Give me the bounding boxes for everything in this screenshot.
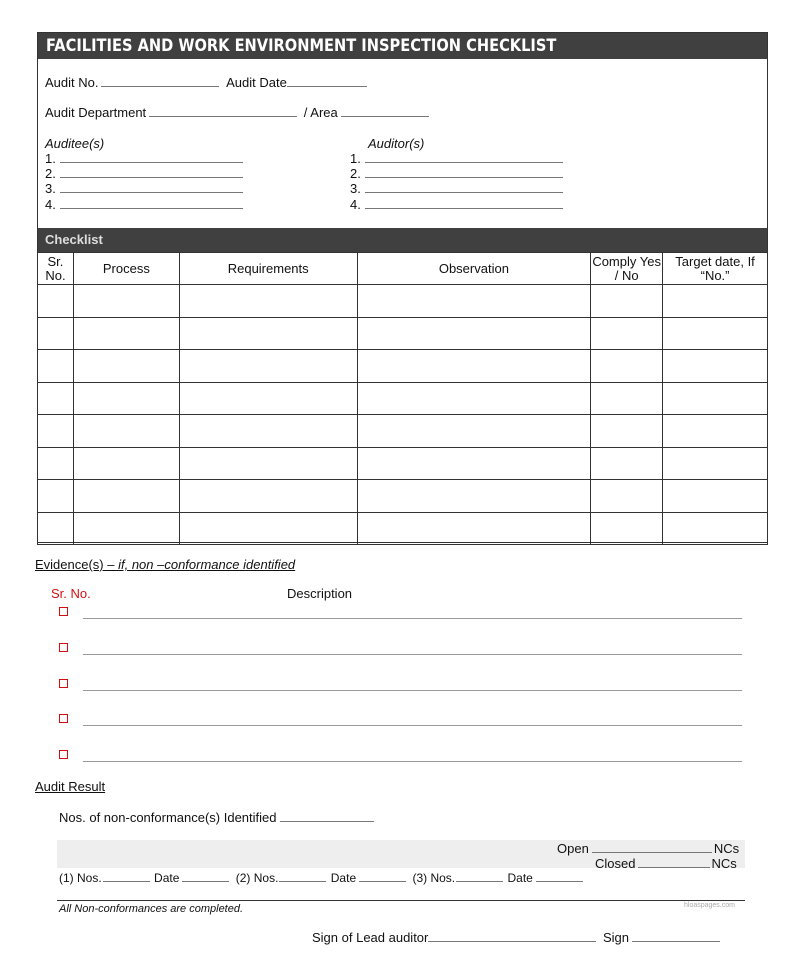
audit-no-field[interactable] <box>45 75 367 90</box>
checklist-heading: Checklist <box>38 228 767 252</box>
observation-cell[interactable] <box>357 285 591 318</box>
completion-divider <box>57 900 745 901</box>
lead-auditor-sign-field[interactable]: Sign of Lead auditor Sign <box>312 930 720 945</box>
requirements-cell[interactable] <box>179 382 357 415</box>
target-date-cell[interactable] <box>663 480 768 513</box>
table-row <box>38 415 768 448</box>
audit-department-field[interactable] <box>45 105 429 120</box>
evidence-description-label: Description <box>287 586 353 601</box>
evidence-checkbox-5[interactable] <box>59 750 68 759</box>
target-date-cell[interactable] <box>663 415 768 448</box>
sr-no-cell[interactable] <box>38 350 74 383</box>
process-cell[interactable] <box>73 447 179 480</box>
sr-no-cell[interactable] <box>38 415 74 448</box>
table-row <box>38 317 768 350</box>
evidence-description-line-4[interactable] <box>83 725 742 726</box>
evidence-description-line-1[interactable] <box>83 618 742 619</box>
col-comply: Comply Yes / No <box>592 253 661 283</box>
target-date-cell[interactable] <box>663 447 768 480</box>
sr-no-cell[interactable] <box>38 447 74 480</box>
comply-cell[interactable] <box>591 415 663 448</box>
auditors-label: Auditor(s) <box>368 136 425 151</box>
process-cell[interactable] <box>73 317 179 350</box>
col-process: Process <box>73 253 179 285</box>
observation-cell[interactable] <box>357 350 591 383</box>
completion-note: All Non-conformances are completed. <box>59 903 244 915</box>
process-cell[interactable] <box>73 350 179 383</box>
auditees-label: Auditee(s) <box>45 136 105 151</box>
evidence-heading: Evidence(s) – if, non –conformance identified <box>35 557 296 572</box>
auditee-line-1[interactable]: 1. <box>45 151 243 166</box>
comply-cell[interactable] <box>591 382 663 415</box>
target-date-cell[interactable] <box>663 350 768 383</box>
target-date-cell[interactable] <box>663 317 768 350</box>
auditor-line-4[interactable]: 4. <box>350 197 563 212</box>
col-target-date: Target date, If “No.” <box>663 253 768 285</box>
evidence-checkbox-2[interactable] <box>59 643 68 652</box>
closed-ncs-field[interactable]: Closed NCs <box>595 856 737 871</box>
auditor-line-2[interactable]: 2. <box>350 166 563 181</box>
process-cell[interactable] <box>73 415 179 448</box>
checklist-header-row <box>38 253 768 285</box>
area-label: / Area <box>303 105 338 120</box>
observation-cell[interactable] <box>357 382 591 415</box>
comply-cell[interactable] <box>591 480 663 513</box>
table-row <box>38 350 768 383</box>
watermark: hloaspages.com <box>684 902 735 909</box>
sr-no-cell[interactable] <box>38 480 74 513</box>
nc-closure-dates[interactable]: (1) Nos. Date (2) Nos. Date (3) Nos. Date <box>59 871 583 885</box>
observation-cell[interactable] <box>357 415 591 448</box>
audit-date-label: Audit Date <box>226 75 287 90</box>
requirements-cell[interactable] <box>179 415 357 448</box>
auditee-line-4[interactable]: 4. <box>45 197 243 212</box>
table-row <box>38 382 768 415</box>
table-row <box>38 480 768 513</box>
auditee-line-2[interactable]: 2. <box>45 166 243 181</box>
col-sr-no: Sr. No. <box>38 253 74 285</box>
checklist-table <box>37 252 768 545</box>
requirements-cell[interactable] <box>179 480 357 513</box>
table-row <box>38 285 768 318</box>
auditor-line-3[interactable]: 3. <box>350 181 563 196</box>
observation-cell[interactable] <box>357 480 591 513</box>
col-requirements: Requirements <box>179 253 357 285</box>
target-date-cell[interactable] <box>663 512 768 545</box>
target-date-cell[interactable] <box>663 382 768 415</box>
requirements-cell[interactable] <box>179 350 357 383</box>
sr-no-cell[interactable] <box>38 285 74 318</box>
comply-cell[interactable] <box>591 350 663 383</box>
requirements-cell[interactable] <box>179 285 357 318</box>
process-cell[interactable] <box>73 382 179 415</box>
process-cell[interactable] <box>73 285 179 318</box>
requirements-cell[interactable] <box>179 512 357 545</box>
process-cell[interactable] <box>73 512 179 545</box>
observation-cell[interactable] <box>357 317 591 350</box>
comply-cell[interactable] <box>591 512 663 545</box>
evidence-description-line-3[interactable] <box>83 690 742 691</box>
evidence-description-line-2[interactable] <box>83 654 742 655</box>
comply-cell[interactable] <box>591 317 663 350</box>
observation-cell[interactable] <box>357 447 591 480</box>
sr-no-cell[interactable] <box>38 382 74 415</box>
nc-identified-field[interactable]: Nos. of non-conformance(s) Identified <box>59 810 374 825</box>
evidence-checkbox-4[interactable] <box>59 714 68 723</box>
form-title: FACILITIES AND WORK ENVIRONMENT INSPECTION CHECKLIST <box>38 33 767 59</box>
col-observation: Observation <box>357 253 591 285</box>
comply-cell[interactable] <box>591 447 663 480</box>
process-cell[interactable] <box>73 480 179 513</box>
table-row <box>38 447 768 480</box>
sr-no-cell[interactable] <box>38 317 74 350</box>
requirements-cell[interactable] <box>179 317 357 350</box>
auditor-line-1[interactable]: 1. <box>350 151 563 166</box>
audit-no-label: Audit No. <box>45 75 99 90</box>
comply-cell[interactable] <box>591 285 663 318</box>
evidence-checkbox-3[interactable] <box>59 679 68 688</box>
requirements-cell[interactable] <box>179 447 357 480</box>
evidence-description-line-5[interactable] <box>83 761 742 762</box>
observation-cell[interactable] <box>357 512 591 545</box>
audit-result-heading: Audit Result <box>35 779 106 794</box>
table-row <box>38 512 768 545</box>
open-ncs-field[interactable]: Open NCs <box>557 841 740 856</box>
auditee-line-3[interactable]: 3. <box>45 181 243 196</box>
evidence-sr-no-label: Sr. No. <box>51 586 91 601</box>
sr-no-cell[interactable] <box>38 512 74 545</box>
target-date-cell[interactable] <box>663 285 768 318</box>
evidence-checkbox-1[interactable] <box>59 607 68 616</box>
audit-department-label: Audit Department <box>45 105 147 120</box>
